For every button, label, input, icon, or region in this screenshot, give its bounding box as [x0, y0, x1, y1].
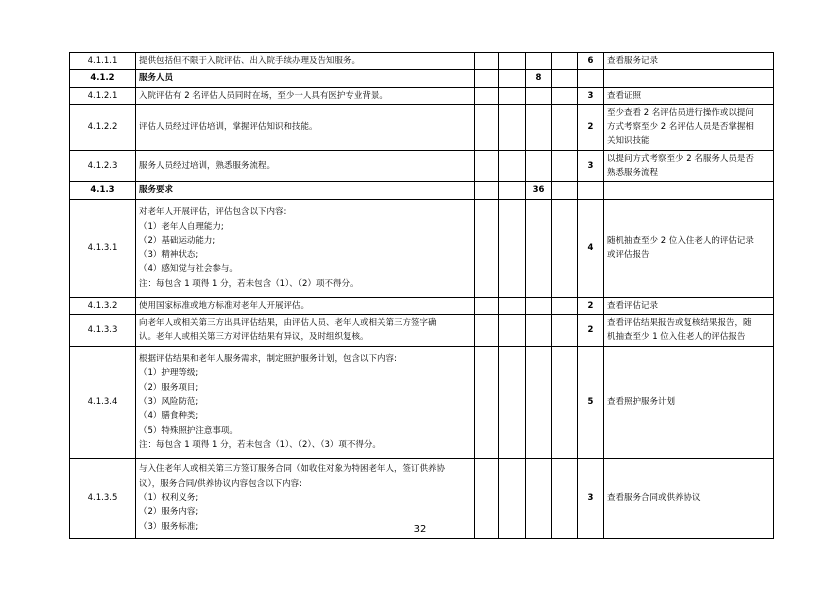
- table-row: [70, 314, 774, 346]
- content-line: 评估人员经过评估培训，掌握评估知识和技能。: [139, 122, 318, 133]
- content-line: 注：每包含 1 项得 1 分，若未包含（1）、（2）、（3）项不得分。: [139, 439, 381, 450]
- check-method-cell: [604, 182, 774, 199]
- content-line: 服务要求: [139, 185, 174, 196]
- item-content-cell: [136, 346, 475, 458]
- check-method-cell: [604, 70, 774, 87]
- content-line: 注：每包含 1 项得 1 分，若未包含（1）、（2）项不得分。: [139, 278, 359, 289]
- content-line: （1）权利义务;: [139, 492, 199, 503]
- item-content-cell: [136, 53, 475, 70]
- empty-cell: [475, 199, 499, 297]
- check-method-cell: [604, 297, 774, 314]
- item-code-cell: 4.1.3.3: [70, 314, 136, 346]
- table-row: [70, 87, 774, 104]
- empty-cell: [499, 150, 526, 182]
- empty-cell: [475, 70, 499, 87]
- content-line: （5）特殊照护注意事项。: [139, 425, 238, 436]
- item-content-cell: [136, 182, 475, 199]
- item-code-cell: 4.1.2.3: [70, 150, 136, 182]
- empty-cell: [499, 53, 526, 70]
- content-line: 提供包括但不限于入院评估、出入院手续办理及告知服务。: [139, 56, 361, 66]
- method-line: 至少查看 2 名评估员进行操作或以提问: [607, 107, 754, 118]
- section-score-cell: [526, 104, 552, 150]
- check-method-cell: [604, 199, 774, 297]
- item-code-cell: 4.1.3.4: [70, 346, 136, 458]
- check-method-cell: [604, 346, 774, 458]
- method-line: 查看证照: [607, 90, 642, 101]
- check-method-cell: [604, 53, 774, 70]
- empty-cell: [552, 53, 578, 70]
- empty-cell: [499, 70, 526, 87]
- method-line: 查看评估记录: [607, 300, 659, 311]
- content-line: （2）基础运动能力;: [139, 235, 216, 246]
- section-score-cell: [526, 314, 552, 346]
- content-line: 根据评估结果和老年人服务需求，制定照护服务计划，包含以下内容:: [139, 354, 397, 365]
- empty-cell: [475, 53, 499, 70]
- empty-cell: [552, 297, 578, 314]
- section-row: [70, 70, 774, 87]
- table-row: [70, 346, 774, 458]
- method-line: 查看评估结果报告或复核结果报告，随: [607, 317, 752, 328]
- empty-cell: [499, 104, 526, 150]
- item-score-cell: 3: [578, 150, 604, 182]
- method-line: 方式考察至少 2 名评估人员是否掌握相: [607, 122, 754, 133]
- content-line: （4）膳食种类;: [139, 411, 199, 422]
- empty-cell: [499, 346, 526, 458]
- content-line: （2）服务内容;: [139, 507, 199, 518]
- empty-cell: [552, 314, 578, 346]
- table-row: [70, 199, 774, 297]
- item-code-cell: 4.1.2.1: [70, 87, 136, 104]
- item-content-cell: [136, 297, 475, 314]
- item-score-cell: 4: [578, 199, 604, 297]
- item-score-cell: 3: [578, 458, 604, 538]
- table-row: [70, 150, 774, 182]
- empty-cell: [499, 87, 526, 104]
- check-method-cell: [604, 150, 774, 182]
- empty-cell: [475, 104, 499, 150]
- method-line: 随机抽查至少 2 位入住老人的评估记录: [607, 235, 754, 246]
- content-line: 认。老年人或相关第三方对评估结果有异议，及时组织复核。: [139, 332, 369, 343]
- table-row: [70, 297, 774, 314]
- content-line: （1）老年人自理能力;: [139, 221, 224, 232]
- section-score-cell: [526, 199, 552, 297]
- method-line: 查看照护服务计划: [607, 396, 676, 407]
- section-score-cell: [526, 297, 552, 314]
- empty-cell: [499, 182, 526, 199]
- item-score-cell: [578, 70, 604, 87]
- section-score-cell: [526, 346, 552, 458]
- method-line: 查看服务记录: [607, 56, 659, 66]
- check-method-cell: [604, 87, 774, 104]
- empty-cell: [475, 314, 499, 346]
- section-score-cell: 36: [526, 182, 552, 199]
- content-line: （3）风险防范;: [139, 396, 199, 407]
- content-line: 使用国家标准或地方标准对老年人开展评估。: [139, 300, 310, 311]
- empty-cell: [475, 346, 499, 458]
- empty-cell: [552, 199, 578, 297]
- empty-cell: [475, 150, 499, 182]
- method-line: 或评估报告: [607, 250, 650, 261]
- item-score-cell: 3: [578, 87, 604, 104]
- empty-cell: [499, 199, 526, 297]
- content-line: 对老年人开展评估，评估包含以下内容:: [139, 207, 287, 218]
- item-code-cell: 4.1.1.1: [70, 53, 136, 70]
- empty-cell: [475, 297, 499, 314]
- item-code-cell: 4.1.3.5: [70, 458, 136, 538]
- item-content-cell: [136, 199, 475, 297]
- item-code-cell: 4.1.3: [70, 182, 136, 199]
- empty-cell: [552, 104, 578, 150]
- content-line: 入院评估有 2 名评估人员同时在场，至少一人具有医护专业背景。: [139, 90, 388, 101]
- content-line: 与入住老年人或相关第三方签订服务合同（如收住对象为特困老年人，签订供养协: [139, 464, 446, 475]
- empty-cell: [499, 297, 526, 314]
- item-content-cell: [136, 314, 475, 346]
- assessment-table: [69, 52, 774, 539]
- item-content-cell: [136, 87, 475, 104]
- empty-cell: [475, 182, 499, 199]
- item-score-cell: 2: [578, 314, 604, 346]
- content-line: （3）服务标准;: [139, 521, 199, 532]
- item-code-cell: 4.1.2: [70, 70, 136, 87]
- item-content-cell: [136, 104, 475, 150]
- check-method-cell: [604, 104, 774, 150]
- content-line: （1）护理等级;: [139, 368, 199, 379]
- section-row: [70, 182, 774, 199]
- item-score-cell: [578, 182, 604, 199]
- empty-cell: [552, 346, 578, 458]
- item-code-cell: 4.1.3.2: [70, 297, 136, 314]
- item-content-cell: [136, 150, 475, 182]
- empty-cell: [552, 150, 578, 182]
- item-score-cell: 6: [578, 53, 604, 70]
- section-score-cell: [526, 150, 552, 182]
- item-code-cell: 4.1.2.2: [70, 104, 136, 150]
- check-method-cell: [604, 314, 774, 346]
- content-line: （4）感知觉与社会参与。: [139, 264, 238, 275]
- item-code-cell: 4.1.3.1: [70, 199, 136, 297]
- empty-cell: [552, 182, 578, 199]
- content-line: 议），服务合同/供养协议内容包含以下内容:: [139, 478, 302, 489]
- method-line: 熟悉服务流程: [607, 168, 659, 179]
- item-score-cell: 2: [578, 104, 604, 150]
- content-line: （2）服务项目;: [139, 382, 199, 393]
- empty-cell: [499, 314, 526, 346]
- empty-cell: [552, 70, 578, 87]
- content-line: 服务人员经过培训，熟悉服务流程。: [139, 160, 276, 171]
- table-row: [70, 104, 774, 150]
- empty-cell: [552, 87, 578, 104]
- section-score-cell: [526, 87, 552, 104]
- empty-cell: [475, 87, 499, 104]
- page-number: 32: [413, 524, 427, 535]
- item-score-cell: 2: [578, 297, 604, 314]
- table-row: [70, 53, 774, 70]
- content-line: （3）精神状态;: [139, 250, 199, 261]
- method-line: 查看服务合同或供养协议: [607, 492, 701, 503]
- section-score-cell: 8: [526, 70, 552, 87]
- content-line: 服务人员: [139, 73, 174, 84]
- item-score-cell: 5: [578, 346, 604, 458]
- method-line: 机抽查至少 1 位入住老人的评估报告: [607, 332, 746, 343]
- content-line: 向老年人或相关第三方出具评估结果，由评估人员、老年人或相关第三方签字确: [139, 317, 437, 328]
- method-line: 关知识技能: [607, 136, 650, 147]
- method-line: 以提问方式考察至少 2 名服务人员是否: [607, 153, 754, 164]
- item-content-cell: [136, 70, 475, 87]
- section-score-cell: [526, 53, 552, 70]
